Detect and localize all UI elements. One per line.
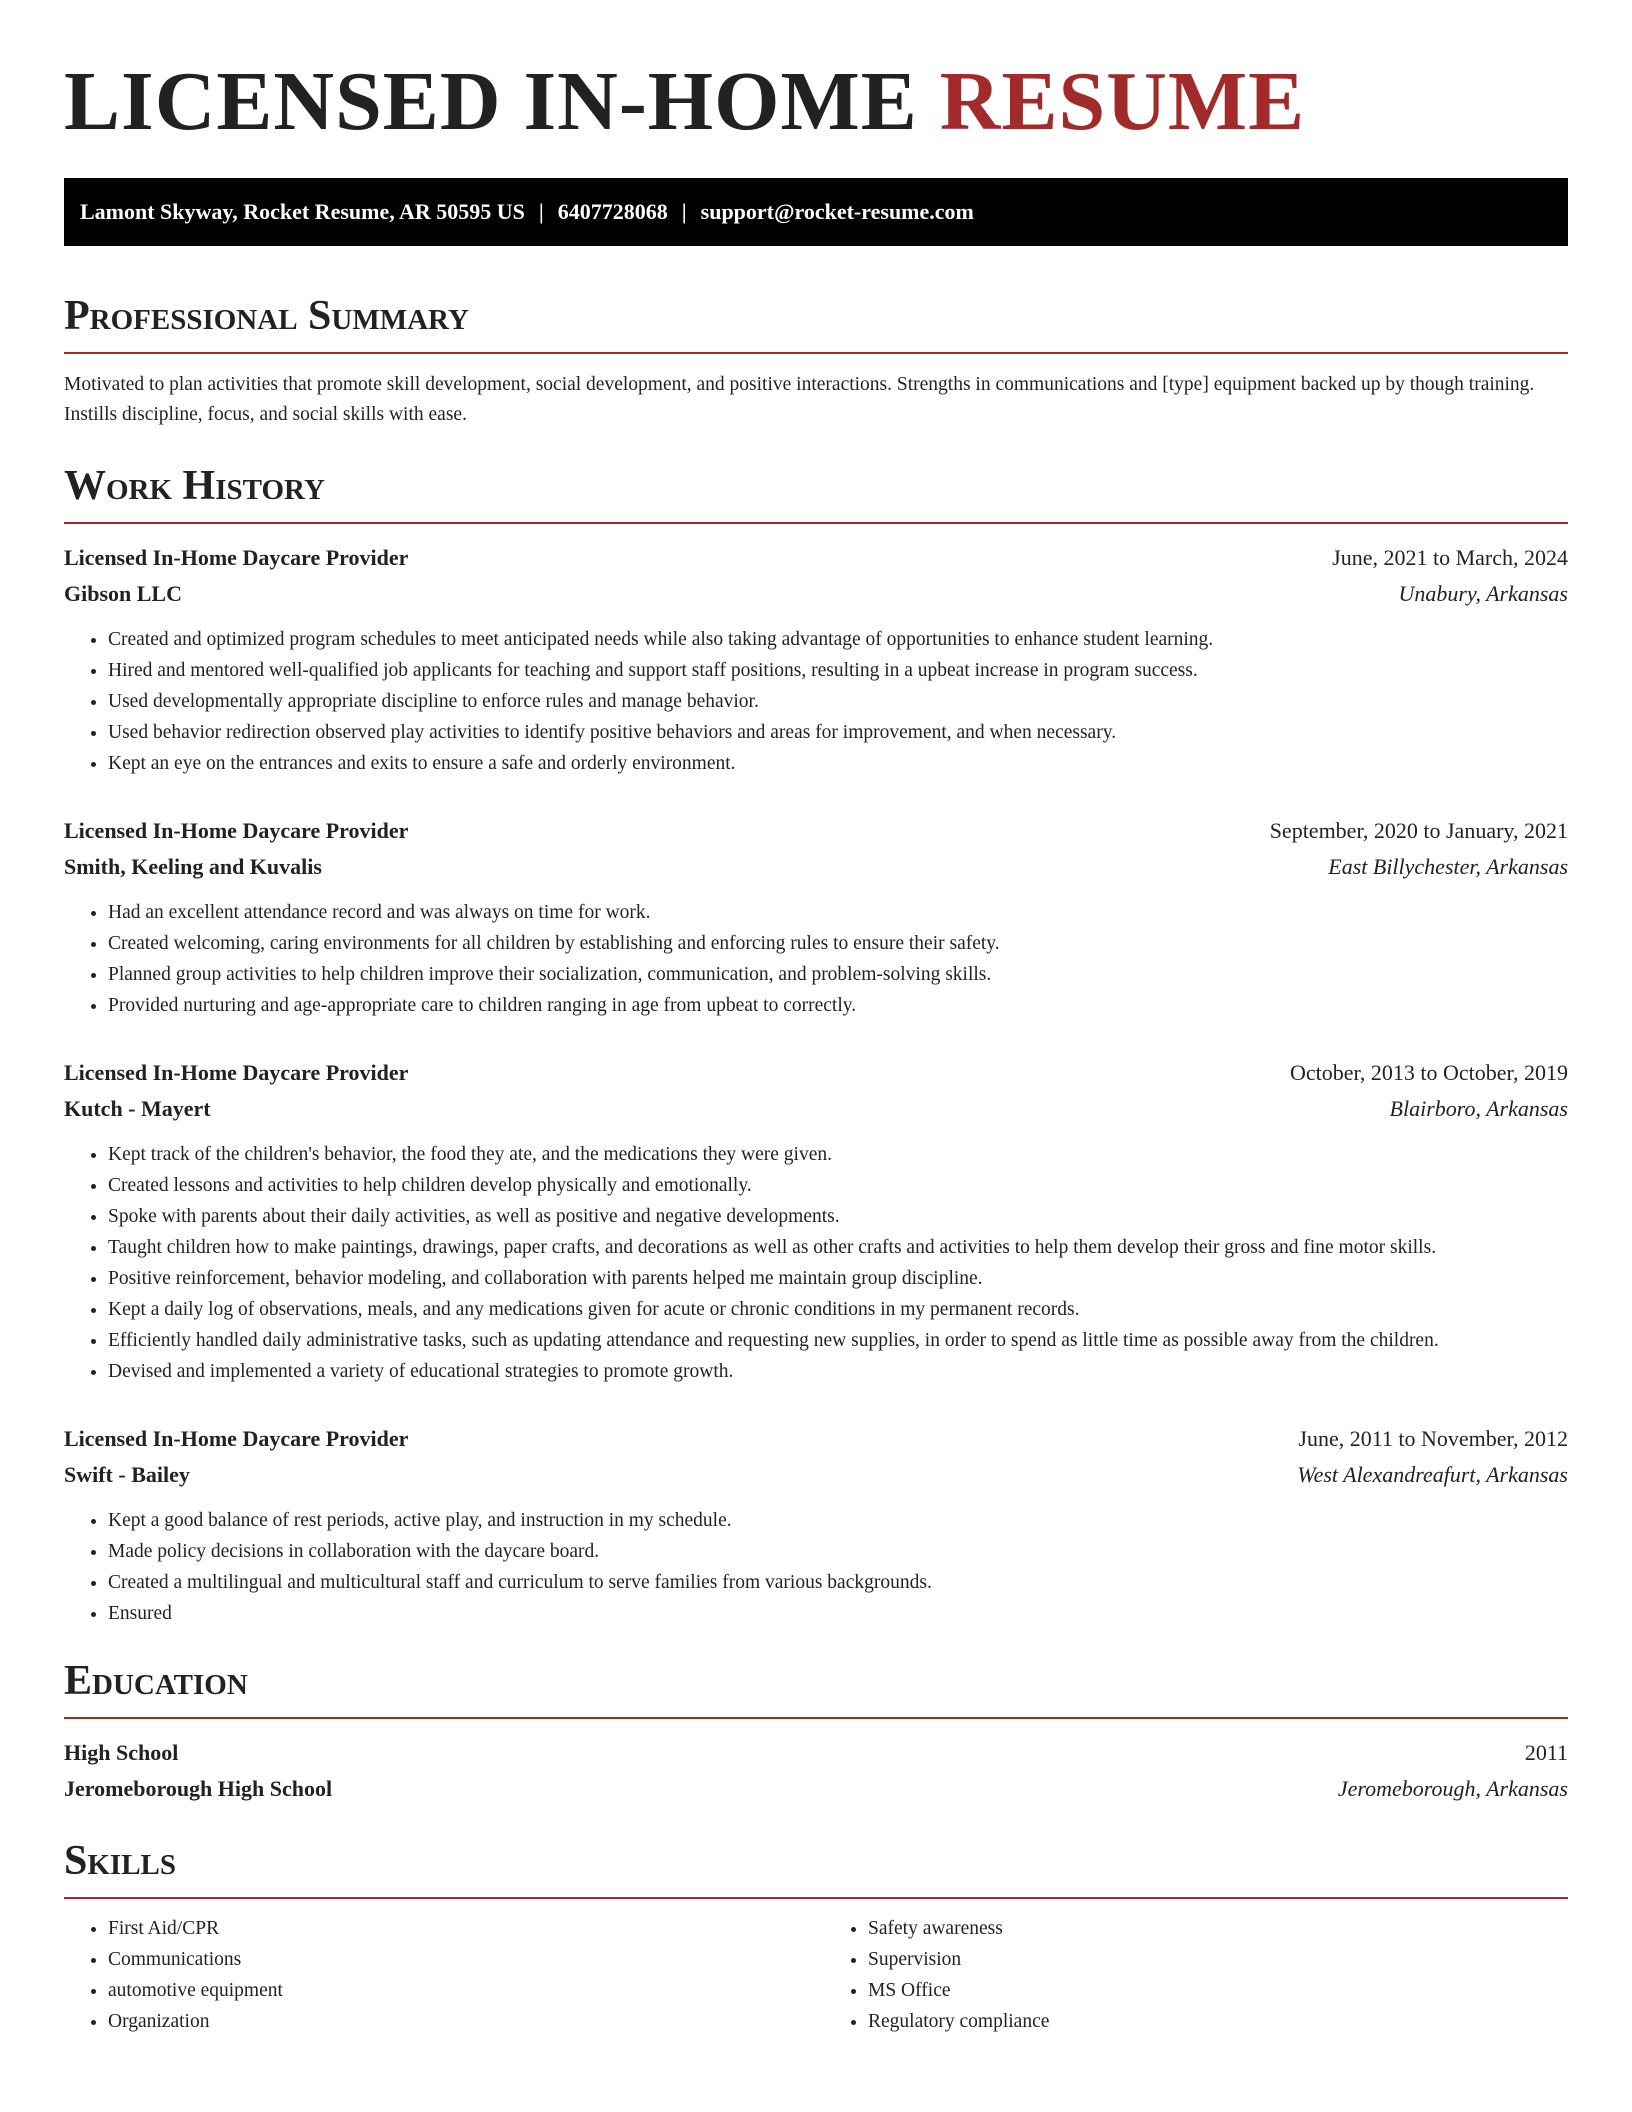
summary-text: Motivated to plan activities that promote skill development, social development, and positive interactions. Strengths in communications and [type] equipment backed up by though training. Instills discipline, focus, and social skills with ease. [64, 374, 1535, 425]
job-dates: September, 2020 to January, 2021 [1269, 818, 1568, 843]
list-item: • Kept track of the children's behavior, the food they ate, and the medications they were given. [108, 1139, 1568, 1170]
list-item: • Hired and mentored well-qualified job applicants for teaching and support staff positions, resulting in a upbeat increase in program success. [108, 655, 1568, 686]
education-school-row [64, 1771, 1568, 1807]
summary-heading: Professional Summary [64, 293, 469, 339]
list-item: • Created a multilingual and multicultural staff and curriculum to serve families from various backgrounds. [108, 1567, 1568, 1598]
skills-column-2 [816, 1913, 1568, 2037]
skill-item: • Organization [108, 2006, 816, 2037]
section-divider [64, 1897, 1568, 1899]
work-history-heading: Work History [64, 463, 325, 509]
skill-item: • Regulatory compliance [868, 2006, 1568, 2037]
skills-section [64, 1835, 1568, 2037]
contact-address: Lamont Skyway, Rocket Resume, AR 50595 US [80, 199, 525, 224]
education-school: Jeromeborough High School [64, 1776, 333, 1801]
skill-item: • Safety awareness [868, 1913, 1568, 1944]
skill-item: • MS Office [868, 1975, 1568, 2006]
skill-item: • First Aid/CPR [108, 1913, 816, 1944]
skills-heading: Skills [64, 1838, 177, 1884]
list-item: • Used developmentally appropriate discipline to enforce rules and manage behavior. [108, 686, 1568, 717]
job-location: Blairboro, Arkansas [1389, 1096, 1568, 1121]
summary-section [64, 290, 1568, 430]
list-item: • Kept an eye on the entrances and exits to ensure a safe and orderly environment. [108, 748, 1568, 779]
job-bullets [64, 624, 1568, 779]
job-header-row [64, 1421, 1568, 1457]
list-item: • Kept a daily log of observations, meals, and any medications given for acute or chronic conditions in my permanent records. [108, 1294, 1568, 1325]
job-header-row [64, 540, 1568, 576]
list-item: • Taught children how to make paintings, drawings, paper crafts, and decorations as well as other crafts and activities to help them develop their gross and fine motor skills. [108, 1232, 1568, 1263]
job-bullets [64, 1505, 1568, 1629]
skill-item: • Supervision [868, 1944, 1568, 1975]
job-location: West Alexandreafurt, Arkansas [1297, 1462, 1568, 1487]
title-main: LICENSED IN-HOME [64, 55, 918, 148]
skill-item: • Communications [108, 1944, 816, 1975]
list-item: • Devised and implemented a variety of educational strategies to promote growth. [108, 1356, 1568, 1387]
job-header-row [64, 813, 1568, 849]
job-bullets [64, 897, 1568, 1021]
job-company: Smith, Keeling and Kuvalis [64, 854, 322, 879]
job-entry [64, 540, 1568, 779]
education-year: 2011 [1524, 1740, 1568, 1765]
job-company-row [64, 1091, 1568, 1127]
list-item: • Ensured [108, 1598, 1568, 1629]
work-history-section [64, 460, 1568, 1629]
job-title: Licensed In-Home Daycare Provider [64, 1060, 409, 1085]
job-location: Unabury, Arkansas [1398, 581, 1568, 606]
skills-grid [64, 1913, 1568, 2037]
list-item: • Created and optimized program schedules to meet anticipated needs while also taking advantage of opportunities to enhance student learning. [108, 624, 1568, 655]
job-entry [64, 1421, 1568, 1629]
job-title: Licensed In-Home Daycare Provider [64, 818, 409, 843]
contact-phone: 6407728068 [557, 199, 668, 224]
job-company-row [64, 576, 1568, 612]
contact-bar [64, 178, 1568, 246]
job-entry [64, 813, 1568, 1021]
job-title: Licensed In-Home Daycare Provider [64, 1426, 409, 1451]
contact-separator: | [538, 199, 544, 224]
job-company-row [64, 1457, 1568, 1493]
job-dates: October, 2013 to October, 2019 [1289, 1060, 1568, 1085]
list-item: • Had an excellent attendance record and was always on time for work. [108, 897, 1568, 928]
section-divider [64, 352, 1568, 354]
job-company-row [64, 849, 1568, 885]
education-location: Jeromeborough, Arkansas [1337, 1776, 1568, 1801]
job-company: Swift - Bailey [64, 1462, 190, 1487]
contact-email: support@rocket-resume.com [700, 199, 974, 224]
list-item: • Kept a good balance of rest periods, active play, and instruction in my schedule. [108, 1505, 1568, 1536]
list-item: • Provided nurturing and age-appropriate care to children ranging in age from upbeat to correctly. [108, 990, 1568, 1021]
job-company: Gibson LLC [64, 581, 182, 606]
education-degree-row [64, 1735, 1568, 1771]
skills-column-1 [64, 1913, 816, 2037]
job-dates: June, 2011 to November, 2012 [1298, 1426, 1568, 1451]
list-item: • Planned group activities to help children improve their socialization, communication, and problem-solving skills. [108, 959, 1568, 990]
job-company: Kutch - Mayert [64, 1096, 211, 1121]
job-title: Licensed In-Home Daycare Provider [64, 545, 409, 570]
job-location: East Billychester, Arkansas [1328, 854, 1568, 879]
resume-title [64, 52, 1568, 152]
list-item: • Positive reinforcement, behavior modeling, and collaboration with parents helped me maintain group discipline. [108, 1263, 1568, 1294]
list-item: • Created welcoming, caring environments for all children by establishing and enforcing rules to ensure their safety. [108, 928, 1568, 959]
section-divider [64, 1717, 1568, 1719]
skill-item: • automotive equipment [108, 1975, 816, 2006]
education-section [64, 1655, 1568, 1807]
contact-separator: | [681, 199, 687, 224]
job-dates: June, 2021 to March, 2024 [1332, 545, 1568, 570]
job-entry [64, 1055, 1568, 1387]
education-entry [64, 1735, 1568, 1807]
list-item: • Efficiently handled daily administrative tasks, such as updating attendance and requesting new supplies, in order to spend as little time as possible away from the children. [108, 1325, 1568, 1356]
education-heading: Education [64, 1658, 248, 1704]
job-bullets [64, 1139, 1568, 1387]
education-degree: High School [64, 1740, 179, 1765]
title-accent: RESUME [939, 55, 1306, 148]
list-item: • Spoke with parents about their daily activities, as well as positive and negative developments. [108, 1201, 1568, 1232]
list-item: • Used behavior redirection observed play activities to identify positive behaviors and areas for improvement, and when necessary. [108, 717, 1568, 748]
list-item: • Created lessons and activities to help children develop physically and emotionally. [108, 1170, 1568, 1201]
section-divider [64, 522, 1568, 524]
list-item: • Made policy decisions in collaboration with the daycare board. [108, 1536, 1568, 1567]
job-header-row [64, 1055, 1568, 1091]
